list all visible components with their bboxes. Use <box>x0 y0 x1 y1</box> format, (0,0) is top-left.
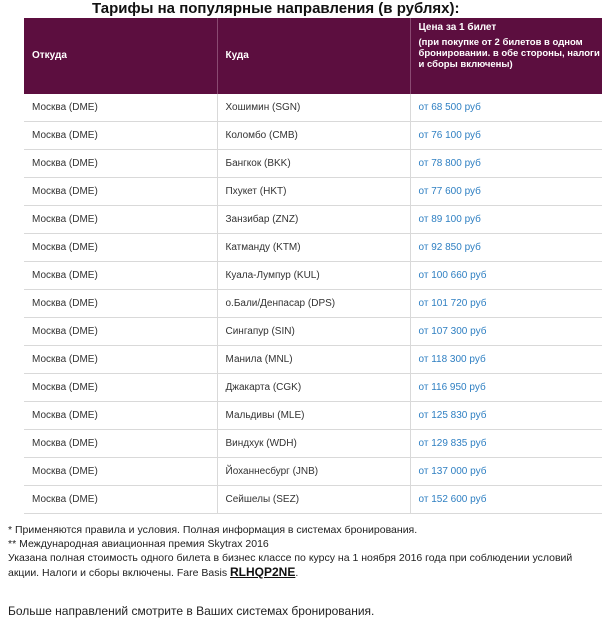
fare-basis-suffix: . <box>295 567 299 579</box>
table-row <box>24 290 602 318</box>
table-row <box>24 94 602 122</box>
column-header-to: Куда <box>217 18 410 94</box>
table-row <box>24 234 602 262</box>
table-row <box>24 178 602 206</box>
cell-to: о.Бали/Денпасар (DPS) <box>217 290 410 318</box>
table-row <box>24 346 602 374</box>
table-row <box>24 262 602 290</box>
cell-price: от 125 830 руб <box>410 402 602 430</box>
cell-from: Москва (DME) <box>24 486 217 514</box>
cell-price: от 92 850 руб <box>410 234 602 262</box>
page-title: Тарифы на популярные направления (в рублях): <box>92 0 460 17</box>
cell-from: Москва (DME) <box>24 318 217 346</box>
cell-price: от 101 720 руб <box>410 290 602 318</box>
cell-to: Манила (MNL) <box>217 346 410 374</box>
cell-to: Куала-Лумпур (KUL) <box>217 262 410 290</box>
cell-to: Катманду (KTM) <box>217 234 410 262</box>
table-row <box>24 374 602 402</box>
table-row <box>24 430 602 458</box>
column-header-from: Откуда <box>24 18 217 94</box>
fares-table <box>24 18 602 514</box>
price-header-note: (при покупке от 2 билетов в одном бронировании. в обе стороны, налоги и сборы включены) <box>418 37 600 70</box>
fare-basis-label: Fare Basis <box>176 567 228 579</box>
cell-price: от 116 950 руб <box>410 374 602 402</box>
footnotes <box>8 523 604 580</box>
cell-from: Москва (DME) <box>24 458 217 486</box>
footnote-price-info <box>8 551 604 580</box>
cell-from: Москва (DME) <box>24 234 217 262</box>
cell-price: от 152 600 руб <box>410 486 602 514</box>
cell-to: Сейшелы (SEZ) <box>217 486 410 514</box>
footnote-rules: * Применяются правила и условия. Полная информация в системах бронирования. <box>8 524 418 536</box>
cell-price: от 89 100 руб <box>410 206 602 234</box>
table-row <box>24 402 602 430</box>
cell-from: Москва (DME) <box>24 262 217 290</box>
cell-price: от 76 100 руб <box>410 122 602 150</box>
cell-to: Сингапур (SIN) <box>217 318 410 346</box>
cell-price: от 77 600 руб <box>410 178 602 206</box>
cell-from: Москва (DME) <box>24 374 217 402</box>
cell-to: Хошимин (SGN) <box>217 94 410 122</box>
table-row <box>24 122 602 150</box>
cell-to: Коломбо (CMB) <box>217 122 410 150</box>
table-header <box>24 18 602 94</box>
cell-price: от 137 000 руб <box>410 458 602 486</box>
table-body <box>24 94 602 514</box>
fare-basis-code: RLHQP2NE <box>230 565 296 579</box>
cell-to: Джакарта (CGK) <box>217 374 410 402</box>
cell-from: Москва (DME) <box>24 122 217 150</box>
footnote-award: ** Международная авиационная премия Skytrax 2016 <box>8 538 269 550</box>
table-row <box>24 486 602 514</box>
more-destinations-note: Больше направлений смотрите в Ваших системах бронирования. <box>8 604 375 618</box>
cell-from: Москва (DME) <box>24 150 217 178</box>
cell-to: Мальдивы (MLE) <box>217 402 410 430</box>
cell-from: Москва (DME) <box>24 94 217 122</box>
table-row <box>24 458 602 486</box>
cell-from: Москва (DME) <box>24 290 217 318</box>
header-row <box>24 18 602 94</box>
price-header-main: Цена за 1 билет <box>418 22 497 33</box>
cell-from: Москва (DME) <box>24 206 217 234</box>
cell-from: Москва (DME) <box>24 346 217 374</box>
table-row <box>24 150 602 178</box>
cell-price: от 118 300 руб <box>410 346 602 374</box>
cell-to: Занзибар (ZNZ) <box>217 206 410 234</box>
cell-price: от 68 500 руб <box>410 94 602 122</box>
cell-to: Йоханнесбург (JNB) <box>217 458 410 486</box>
column-header-price <box>410 18 602 94</box>
cell-from: Москва (DME) <box>24 402 217 430</box>
table-row <box>24 318 602 346</box>
cell-from: Москва (DME) <box>24 178 217 206</box>
cell-price: от 78 800 руб <box>410 150 602 178</box>
cell-to: Бангкок (BKK) <box>217 150 410 178</box>
cell-price: от 129 835 руб <box>410 430 602 458</box>
price-info-text: Указана полная стоимость одного билета в бизнес классе по курсу на 1 ноября 2016 года при соблюдении условий акции. Налоги и сборы включены. <box>8 552 573 579</box>
cell-to: Пхукет (HKT) <box>217 178 410 206</box>
cell-to: Виндхук (WDH) <box>217 430 410 458</box>
cell-price: от 100 660 руб <box>410 262 602 290</box>
cell-from: Москва (DME) <box>24 430 217 458</box>
cell-price: от 107 300 руб <box>410 318 602 346</box>
table-row <box>24 206 602 234</box>
